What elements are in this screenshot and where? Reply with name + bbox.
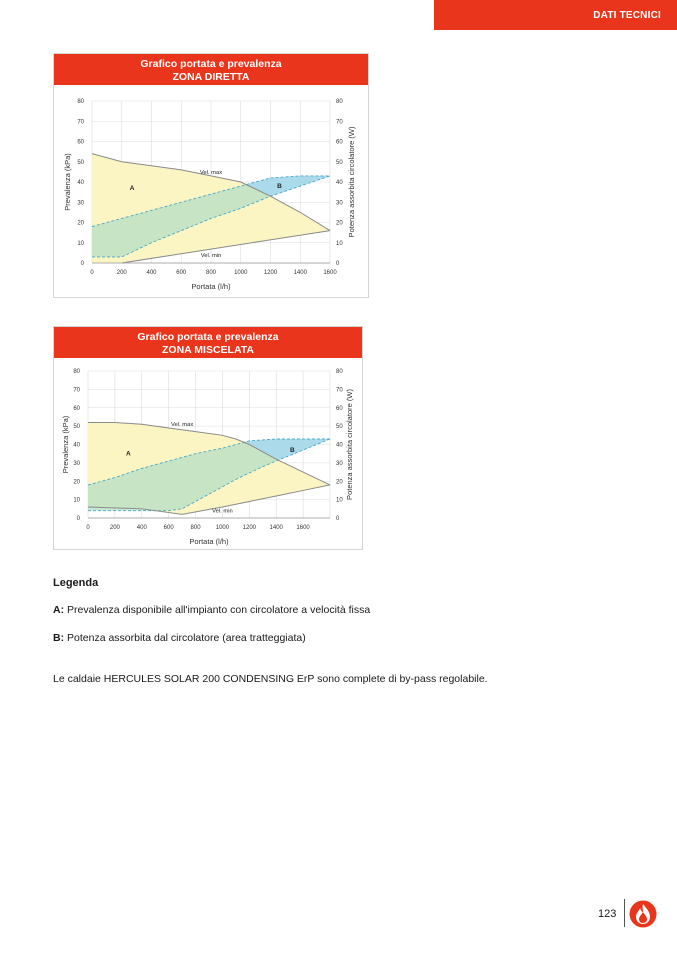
x-tick-label: 200 xyxy=(109,525,120,531)
y2-tick-label: 80 xyxy=(336,99,343,105)
x-tick-label: 1400 xyxy=(293,270,307,276)
chart-header xyxy=(54,54,368,85)
y-tick-label: 50 xyxy=(73,424,80,431)
brand-flame-logo-icon xyxy=(629,900,657,928)
y-tick-label: 50 xyxy=(77,159,84,166)
legend-b-text: Potenza assorbita dal circolatore (area tratteggiata) xyxy=(64,632,306,644)
x-tick-label: 800 xyxy=(205,270,217,276)
legend-a xyxy=(53,604,370,616)
x-tick-label: 200 xyxy=(116,270,127,276)
y2-tick-label: 40 xyxy=(336,180,343,186)
y2-tick-label: 30 xyxy=(336,460,343,467)
y2-tick-label: 70 xyxy=(336,119,343,126)
annotation-label: A xyxy=(125,450,131,458)
annotation-label: Vel. max xyxy=(170,422,194,429)
chart-title: Grafico portata e prevalenza xyxy=(137,331,279,343)
y-tick-label: 0 xyxy=(76,516,80,522)
page-divider xyxy=(624,899,625,927)
y2-tick-label: 0 xyxy=(336,261,340,267)
x-tick-label: 1600 xyxy=(323,270,337,276)
y-tick-label: 40 xyxy=(77,180,84,186)
x-tick-label: 800 xyxy=(190,525,201,531)
y-tick-label: 20 xyxy=(77,220,84,227)
section-tab xyxy=(434,0,677,30)
y2-tick-label: 70 xyxy=(336,387,343,394)
y-tick-label: 60 xyxy=(77,139,84,146)
x-tick-label: 600 xyxy=(176,270,187,276)
chart-subtitle: ZONA MISCELATA xyxy=(162,343,254,356)
y-tick-label: 0 xyxy=(80,261,84,267)
y-tick-label: 80 xyxy=(77,99,84,105)
note-text: Le caldaie HERCULES SOLAR 200 CONDENSING ErP sono complete di by-pass regolabile. xyxy=(53,673,488,685)
y2-tick-label: 50 xyxy=(336,159,343,166)
y-tick-label: 10 xyxy=(77,240,84,247)
annotation-label: Vel. max xyxy=(199,169,223,176)
y-tick-label: 40 xyxy=(73,442,80,449)
x-tick-label: 1000 xyxy=(215,525,230,531)
y2-axis-label: Potenza assorbita circolatore (W) xyxy=(347,126,356,238)
y-tick-label: 20 xyxy=(73,479,80,486)
y-axis-label: Prevalenza (kPa) xyxy=(63,153,72,211)
chart-zona-miscelata xyxy=(53,326,363,550)
y2-tick-label: 50 xyxy=(336,424,343,431)
y-tick-label: 80 xyxy=(73,369,80,375)
y2-tick-label: 40 xyxy=(336,442,343,449)
x-tick-label: 1400 xyxy=(269,525,283,531)
annotation-label: Vel. min xyxy=(200,252,222,259)
page-number: 123 xyxy=(598,908,617,920)
y-tick-label: 10 xyxy=(73,497,80,504)
annotation-label: A xyxy=(129,185,135,193)
annotation-label: B xyxy=(290,446,295,454)
x-tick-label: 1000 xyxy=(234,270,248,276)
x-tick-label: 400 xyxy=(136,525,147,531)
x-tick-label: 0 xyxy=(90,270,94,276)
y2-tick-label: 60 xyxy=(336,139,343,146)
x-tick-label: 1200 xyxy=(242,525,257,531)
y-tick-label: 70 xyxy=(77,119,84,126)
y2-tick-label: 30 xyxy=(336,200,343,207)
x-axis-label: Portata (l/h) xyxy=(191,282,231,291)
y2-tick-label: 60 xyxy=(336,405,343,412)
x-axis-label: Portata (l/h) xyxy=(189,537,229,546)
y2-tick-label: 0 xyxy=(336,516,340,522)
y2-tick-label: 80 xyxy=(336,369,343,375)
legend-b-key: B: xyxy=(53,632,65,644)
legend-b xyxy=(53,632,306,644)
y2-axis-label: Potenza assorbita circolatore (W) xyxy=(345,389,354,500)
chart-zona-diretta xyxy=(53,53,369,298)
x-tick-label: 400 xyxy=(146,270,157,276)
legend-a-key: A: xyxy=(53,604,65,616)
y-tick-label: 70 xyxy=(73,387,80,394)
y2-tick-label: 10 xyxy=(336,497,343,504)
x-tick-label: 0 xyxy=(86,525,90,531)
y-axis-label: Prevalenza (kPa) xyxy=(61,415,70,474)
legend-a-text: Prevalenza disponibile all'impianto con circolatore a velocità fissa xyxy=(64,604,371,616)
y-tick-label: 30 xyxy=(73,460,80,467)
x-tick-label: 600 xyxy=(163,525,174,531)
annotation-label: Vel. min xyxy=(212,508,233,515)
chart-title: Grafico portata e prevalenza xyxy=(140,58,282,70)
chart-header xyxy=(54,327,362,358)
chart-plot xyxy=(54,358,362,549)
y-tick-label: 30 xyxy=(77,200,84,207)
x-tick-label: 1600 xyxy=(296,525,310,531)
y2-tick-label: 20 xyxy=(336,479,343,486)
x-tick-label: 1200 xyxy=(263,270,278,276)
annotation-label: B xyxy=(277,183,282,191)
chart-subtitle: ZONA DIRETTA xyxy=(172,70,250,83)
y2-tick-label: 10 xyxy=(336,240,343,247)
y2-tick-label: 20 xyxy=(336,220,343,227)
y-tick-label: 60 xyxy=(73,405,80,412)
section-title: DATI TECNICI xyxy=(593,9,661,21)
legend-title: Legenda xyxy=(53,577,99,589)
chart-plot xyxy=(54,85,368,297)
